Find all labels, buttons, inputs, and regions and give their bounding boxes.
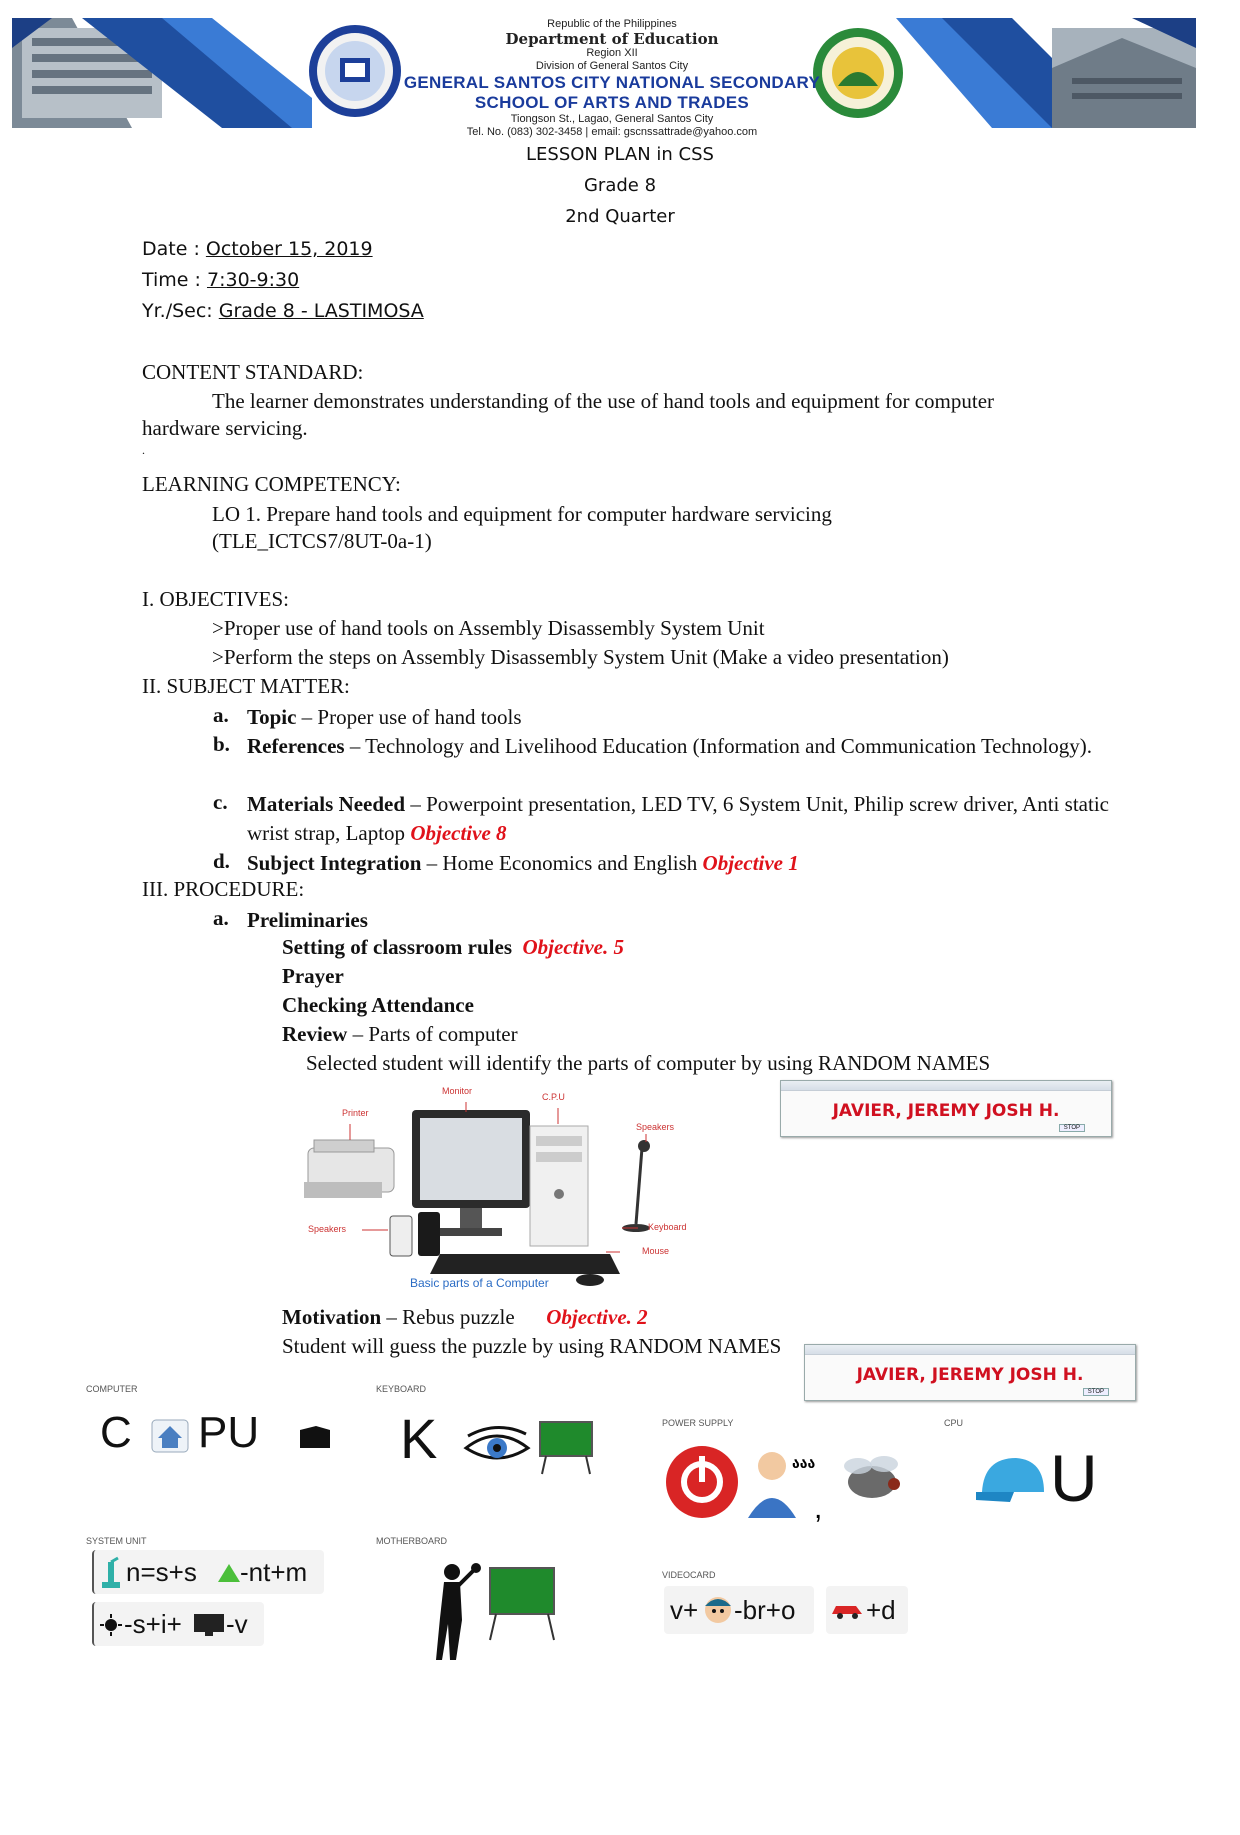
puzzle-label: MOTHERBOARD — [376, 1536, 448, 1546]
videocard-part-2 — [826, 1586, 908, 1634]
topic-label: Topic — [247, 705, 297, 729]
integration-label: Subject Integration — [247, 851, 422, 875]
school-header — [12, 18, 1196, 138]
system-unit-row-2 — [92, 1602, 264, 1646]
stop-button[interactable]: STOP — [1083, 1388, 1109, 1396]
computer-figure-caption: Basic parts of a Computer — [410, 1276, 549, 1290]
sun-icon — [100, 1614, 122, 1636]
power-supply-icons — [662, 1438, 932, 1528]
learning-competency-line1: LO 1. Prepare hand tools and equipment for computer hardware servicing — [212, 502, 832, 526]
puzzle-videocard — [662, 1570, 942, 1690]
review-label: Review — [282, 1022, 348, 1046]
references-label: References — [247, 734, 345, 758]
cap-icon — [974, 1454, 1048, 1506]
puzzle-cpu — [944, 1418, 1164, 1548]
review-instruction: Selected student will identify the parts of computer by using RANDOM NAMES — [306, 1051, 991, 1075]
content-standard-line1: The learner demonstrates understanding of the use of hand tools and equipment for computer — [212, 389, 995, 413]
system-unit-text-4: -v — [226, 1609, 248, 1639]
cpu-label: C.P.U — [542, 1092, 565, 1102]
puzzle-motherboard — [376, 1536, 646, 1676]
printer-label: Printer — [342, 1108, 369, 1118]
mouse-label: Mouse — [642, 1246, 670, 1256]
puzzle-label: CPU — [944, 1418, 964, 1428]
lesson-title: LESSON PLAN in CSS — [526, 144, 714, 165]
videocard-text-3: +d — [866, 1595, 896, 1625]
preliminaries-letter: a. — [213, 906, 229, 930]
hill-icon — [218, 1564, 240, 1582]
system-unit-text-3: -s+i+ — [124, 1609, 182, 1639]
time-label: Time : — [142, 269, 207, 291]
integration-text: – Home Economics and English — [421, 851, 703, 875]
classroom-rules-objective: Objective. 5 — [522, 935, 624, 959]
meta-block — [142, 234, 424, 327]
classroom-rules-label: Setting of classroom rules — [282, 935, 513, 959]
statue-icon — [100, 1558, 122, 1588]
integration-objective: Objective 1 — [702, 851, 799, 875]
window-titlebar — [805, 1345, 1135, 1355]
learning-competency-line2: (TLE_ICTCS7/8UT-0a-1) — [212, 529, 432, 553]
monitor-label: Monitor — [442, 1086, 473, 1096]
date-value: October 15, 2019 — [205, 238, 373, 260]
yrsec-row — [142, 296, 424, 327]
puzzle-computer — [86, 1384, 356, 1514]
system-unit-row-1 — [92, 1550, 324, 1594]
attendance-label: Checking Attendance — [282, 993, 474, 1017]
svg-text:,: , — [814, 1492, 823, 1525]
materials-letter: c. — [213, 790, 228, 814]
address-line: Tiongson St., Lagao, General Santos City — [510, 113, 714, 125]
puzzle-label: SYSTEM UNIT — [86, 1536, 147, 1546]
review-row — [282, 1022, 518, 1047]
division-line: Division of General Santos City — [535, 60, 689, 72]
computer-parts-figure — [290, 1084, 710, 1294]
yrsec-value: Grade 8 - LASTIMOSA — [218, 300, 424, 322]
content-standard-line2: hardware servicing. — [142, 416, 308, 440]
school-name-line2: SCHOOL OF ARTS AND TRADES — [474, 93, 750, 112]
board-icon — [536, 1420, 596, 1476]
system-unit-text-1: n=s+s — [126, 1557, 197, 1587]
puzzle-label: KEYBOARD — [376, 1384, 427, 1394]
date-label: Date : — [142, 238, 206, 260]
videocard-text-2: -br+o — [734, 1595, 796, 1625]
speakers-right-label: Speakers — [636, 1122, 675, 1132]
svg-text:ააა: ააა — [792, 1456, 816, 1472]
republic-line: Republic of the Philippines — [547, 18, 677, 30]
face-icon — [704, 1596, 732, 1624]
puzzle-letter-c: C — [100, 1408, 132, 1457]
motivation-row — [282, 1305, 648, 1330]
time-value: 7:30-9:30 — [206, 269, 300, 291]
tar-icon — [296, 1424, 332, 1450]
materials-objective: Objective 8 — [410, 821, 507, 845]
references-letter: b. — [213, 732, 230, 756]
subject-matter-heading: II. SUBJECT MATTER: — [142, 674, 350, 698]
random-name-window-2 — [804, 1344, 1136, 1401]
motivation-label: Motivation — [282, 1305, 382, 1329]
house-icon — [150, 1418, 190, 1454]
puzzle-label: POWER SUPPLY — [662, 1418, 734, 1428]
objective-item-2: >Perform the steps on Assembly Disassembly System Unit (Make a video presentation) — [212, 645, 949, 669]
lesson-heading — [0, 139, 1240, 232]
lesson-grade: Grade 8 — [583, 175, 657, 196]
puzzle-power-supply — [662, 1418, 932, 1548]
motherboard-icons — [418, 1560, 598, 1670]
videocard-part-1 — [664, 1586, 814, 1634]
puzzle-label: COMPUTER — [86, 1384, 138, 1394]
stop-button[interactable]: STOP — [1059, 1124, 1085, 1132]
motivation-instruction: Student will guess the puzzle by using RANDOM NAMES — [282, 1334, 782, 1358]
content-standard-heading: CONTENT STANDARD: — [142, 360, 364, 384]
school-name-line1: GENERAL SANTOS CITY NATIONAL SECONDARY — [403, 73, 821, 92]
review-text: – Parts of computer — [347, 1022, 518, 1046]
car-icon — [830, 1600, 864, 1620]
puzzle-system-unit — [86, 1536, 356, 1676]
random-name-text: JAVIER, JEREMY JOSH H. — [856, 1365, 1084, 1385]
yrsec-label: Yr./Sec: — [142, 300, 219, 322]
puzzle-letter-k: K — [400, 1407, 438, 1470]
region-line: Region XII — [586, 47, 638, 59]
motivation-text: – Rebus puzzle — [381, 1305, 515, 1329]
preliminaries-label: Preliminaries — [247, 908, 368, 932]
header-text — [392, 18, 832, 139]
references-text: – Technology and Livelihood Education (Information and Communication Technology). — [344, 734, 1093, 758]
motivation-objective: Objective. 2 — [546, 1305, 648, 1329]
random-name-text: JAVIER, JEREMY JOSH H. — [832, 1101, 1060, 1121]
classroom-rules-row — [282, 935, 624, 960]
date-row — [142, 234, 424, 265]
random-name-window-1 — [780, 1080, 1112, 1137]
topic-letter: a. — [213, 703, 229, 727]
department-line: Department of Education — [505, 30, 719, 48]
keyboard-label: Keyboard — [648, 1222, 687, 1232]
puzzle-keyboard — [376, 1384, 646, 1514]
puzzle-letters-pu: PU — [198, 1408, 260, 1457]
lesson-quarter: 2nd Quarter — [565, 206, 675, 227]
speakers-left-label: Speakers — [308, 1224, 347, 1234]
materials-text: – Powerpoint presentation, LED TV, 6 System Unit, Philip screw driver, Anti static wrist strap, Laptop — [247, 792, 1109, 845]
eye-icon — [462, 1424, 532, 1470]
system-unit-text-2: -nt+m — [240, 1557, 308, 1587]
prayer-label: Prayer — [282, 964, 344, 988]
puzzle-letter-u: U — [1050, 1441, 1098, 1515]
tv-icon — [194, 1614, 224, 1636]
contact-line: Tel. No. (083) 302-3458 | email: gscnssattrade@yahoo.com — [466, 126, 758, 138]
materials-label: Materials Needed — [247, 792, 406, 816]
time-row — [142, 265, 424, 296]
procedure-heading: III. PROCEDURE: — [142, 877, 305, 901]
content-standard-dot: . — [142, 443, 145, 457]
puzzle-label: VIDEOCARD — [662, 1570, 716, 1580]
window-titlebar — [781, 1081, 1111, 1091]
topic-text: – Proper use of hand tools — [296, 705, 522, 729]
integration-letter: d. — [213, 849, 230, 873]
objectives-heading: I. OBJECTIVES: — [142, 587, 289, 611]
objective-item-1: >Proper use of hand tools on Assembly Disassembly System Unit — [212, 616, 765, 640]
learning-competency-heading: LEARNING COMPETENCY: — [142, 472, 401, 496]
videocard-text-1: v+ — [670, 1595, 699, 1625]
